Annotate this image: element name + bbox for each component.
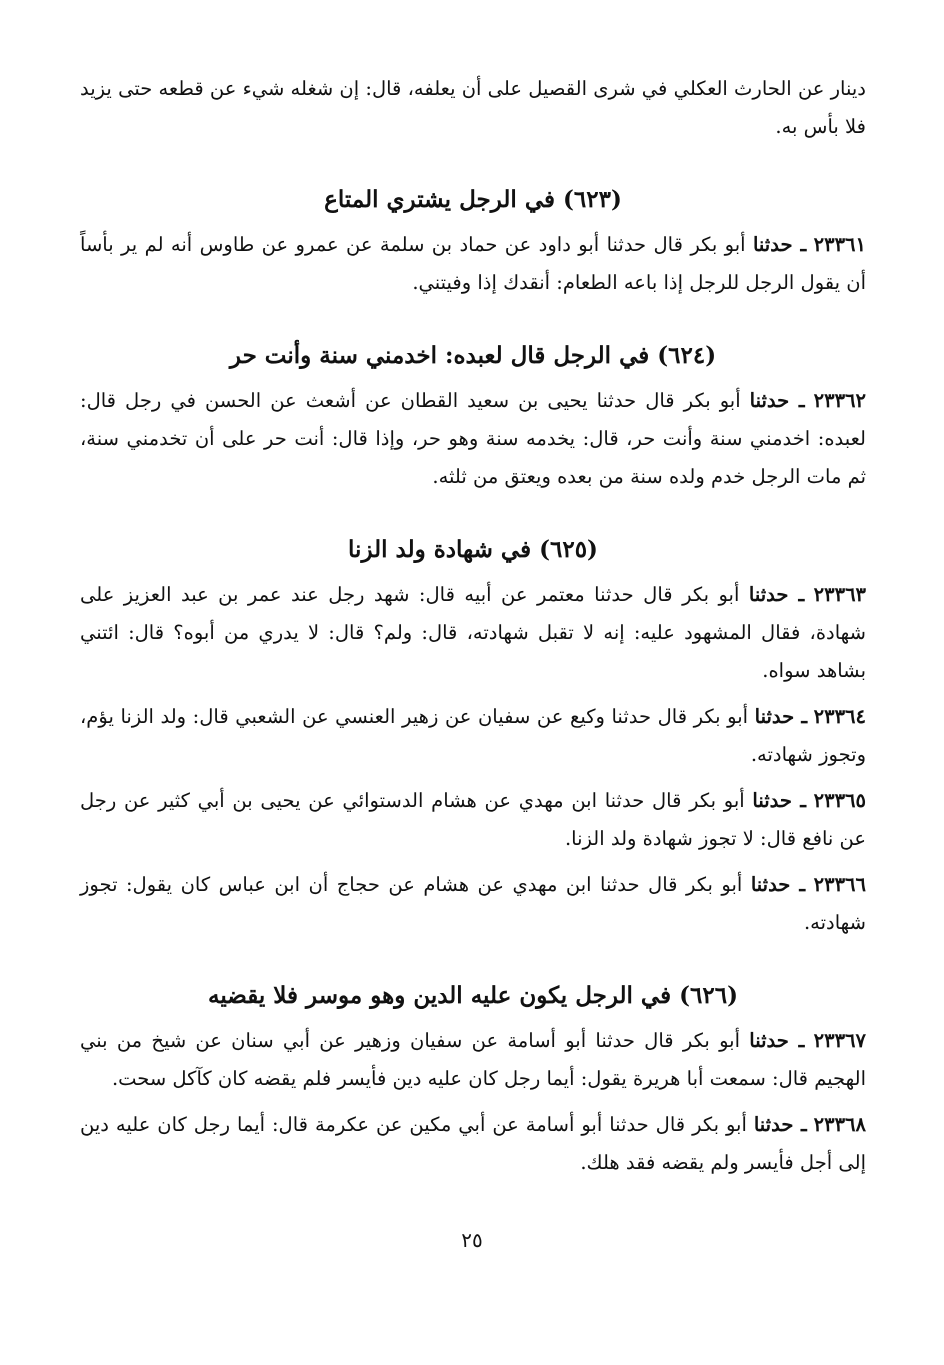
hadith-paragraph — [80, 382, 866, 496]
hadith-text: أبو بكر قال حدثنا ابن مهدي عن هشام عن حجاج أن ابن عباس كان يقول: تجوز شهادته. — [80, 873, 866, 934]
hadith-number: ٢٣٣٦٥ — [813, 789, 866, 812]
narration-lead: ـ حدثنا — [749, 389, 805, 412]
narration-lead: ـ حدثنا — [749, 1029, 805, 1052]
chapter-heading: (٦٢٦) في الرجل يكون عليه الدين وهو موسر فلا يقضيه — [208, 982, 738, 1009]
hadith-text: أبو بكر قال حدثنا أبو داود عن حماد بن سلمة عن عمرو عن طاوس أنه لم ير بأساً أن يقول الرجل للرجل إذا باعه الطعام: أنقدك إذا وفيتني. — [80, 233, 866, 294]
page-content — [80, 70, 866, 1182]
hadith-text: أبو بكر قال حدثنا وكيع عن سفيان عن زهير العنسي عن الشعبي قال: ولد الزنا يؤم، وتجوز شهادته. — [80, 705, 866, 766]
hadith-paragraph — [80, 782, 866, 858]
chapter-heading: (٦٢٥) في شهادة ولد الزنا — [348, 536, 598, 563]
narration-lead: ـ حدثنا — [754, 705, 808, 728]
hadith-text: أبو بكر قال حدثنا أبو أسامة عن سفيان وزهير عن أبي سنان عن شيخ من بني الهجيم قال: سمعت أبا هريرة يقول: أيما رجل كان عليه دين فأيسر فلم يقضه كان كآكل سحت. — [80, 1029, 866, 1090]
hadith-paragraph — [80, 70, 866, 146]
narration-lead: ـ حدثنا — [753, 1113, 807, 1136]
hadith-number: ٢٣٣٦٦ — [813, 873, 866, 896]
hadith-number: ٢٣٣٦٢ — [813, 389, 867, 412]
hadith-number: ٢٣٣٦٤ — [813, 705, 867, 728]
hadith-number: ٢٣٣٦١ — [813, 233, 866, 256]
hadith-text: أبو بكر قال حدثنا يحيى بن سعيد القطان عن أشعث عن الحسن في رجل قال: لعبده: اخدمني سنة وأنت حر، قال: يخدمه سنة وهو حر، وإذا قال: أنت حر على أن تخدمني سنة، ثم مات الرجل خدم ولده سنة من بعده ويعتق من ثلثه. — [80, 389, 866, 488]
hadith-text: أبو بكر قال حدثنا معتمر عن أبيه قال: شهد رجل عند عمر بن عبد العزيز على شهادة، فقال المشهود عليه: إنه لا تقبل شهادته، قال: ولم؟ قال: لا يدري من أبوه؟ قال: ائتني بشاهد سواه. — [80, 583, 866, 682]
narration-lead: ـ حدثنا — [750, 873, 806, 896]
narration-lead: ـ حدثنا — [752, 233, 807, 256]
chapter-heading: (٦٢٤) في الرجل قال لعبده: اخدمني سنة وأنت حر — [229, 342, 717, 369]
hadith-number: ٢٣٣٦٣ — [813, 583, 867, 606]
hadith-text: أبو بكر قال حدثنا ابن مهدي عن هشام الدستوائي عن يحيى بن أبي كثير عن رجل عن نافع قال: لا تجوز شهادة ولد الزنا. — [80, 789, 866, 850]
hadith-paragraph — [80, 1022, 866, 1098]
page-number: ٢٥ — [461, 1228, 483, 1252]
narration-lead: ـ حدثنا — [748, 583, 805, 606]
hadith-paragraph — [80, 698, 866, 774]
hadith-number: ٢٣٣٦٧ — [813, 1029, 867, 1052]
hadith-number: ٢٣٣٦٨ — [813, 1113, 866, 1136]
hadith-paragraph — [80, 866, 866, 942]
hadith-paragraph — [80, 576, 866, 690]
hadith-text: دينار عن الحارث العكلي في شرى القصيل على أن يعلفه، قال: إن شغله شيء عن قطعه حتى يزيد فلا بأس به. — [80, 77, 866, 138]
narration-lead: ـ حدثنا — [752, 789, 806, 812]
hadith-paragraph — [80, 226, 866, 302]
hadith-text: أبو بكر قال حدثنا أبو أسامة عن أبي مكين عن عكرمة قال: أيما رجل كان عليه دين إلى أجل فأيسر ولم يقضه فقد هلك. — [80, 1113, 866, 1174]
hadith-paragraph — [80, 1106, 866, 1182]
chapter-heading: (٦٢٣) في الرجل يشتري المتاع — [324, 186, 622, 213]
